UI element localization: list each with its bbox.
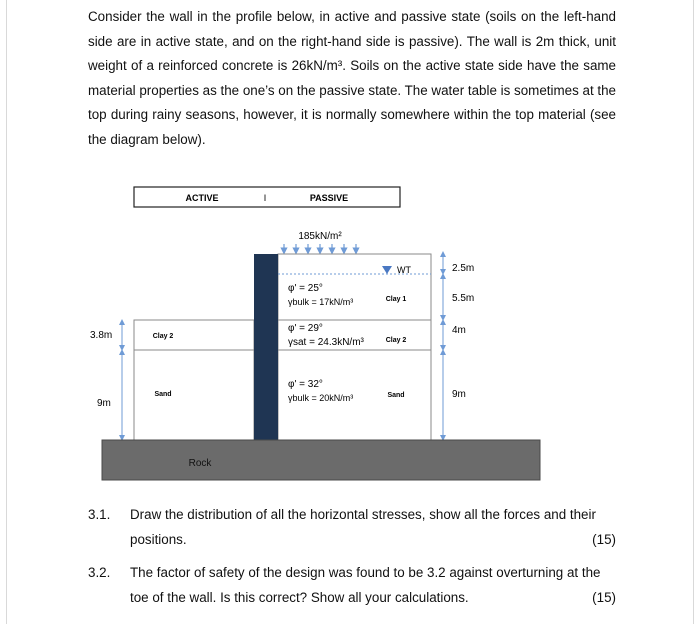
clay2-phi: φ' = 29° (288, 323, 323, 334)
state-header-box (134, 187, 400, 207)
dim-3-8m: 3.8m (90, 330, 113, 341)
dim-9m-right: 9m (452, 389, 466, 400)
sand-gamma: γbulk = 20kN/m³ (288, 393, 354, 403)
water-table-label: WT (397, 265, 411, 275)
question-marks: (15) (592, 589, 616, 605)
surcharge-arrows (284, 244, 356, 251)
retaining-wall (254, 254, 278, 440)
active-sand-label: Sand (154, 391, 172, 398)
sand-phi: φ' = 32° (288, 379, 323, 390)
problem-statement: Consider the wall in the profile below, in active and passive state (soils on the left-hand side are in active state, and on the right-hand side is passive). The wall is 2m thick, unit weight of a reinforced concrete is 26kN/m³. Soils on the active state side have the same material properties as the one’s on the passive state. The water table is sometimes at the top during rainy seasons, however, it is normally somewhere within the top material (see the diagram below). (88, 9, 616, 147)
active-label: ACTIVE (185, 193, 219, 203)
question-text: The factor of safety of the design was found to be 3.2 against overturning at the toe of the wall. Is this correct? Show all your calculations. (130, 565, 601, 605)
surcharge-label: 185kN/m² (298, 231, 342, 242)
clay1-phi: φ' = 25° (288, 283, 323, 294)
clay1-gamma: γbulk = 17kN/m³ (288, 297, 354, 307)
sand-label: Sand (387, 392, 405, 399)
passive-label: PASSIVE (309, 193, 349, 203)
question-number: 3.1. (88, 507, 111, 522)
dim-9m-left: 9m (97, 398, 111, 409)
active-clay2-label: Clay 2 (152, 333, 174, 340)
dim-2-5m: 2.5m (452, 263, 475, 274)
rock-base (102, 440, 540, 480)
clay2-gamma: γsat = 24.3kN/m³ (288, 337, 364, 348)
header-divider: I (263, 193, 267, 203)
question-number: 3.2. (88, 565, 111, 580)
clay2-label: Clay 2 (385, 337, 407, 344)
dim-4m: 4m (452, 325, 466, 336)
clay1-label: Clay 1 (385, 296, 407, 303)
question-marks: (15) (592, 531, 616, 547)
question-text: Draw the distribution of all the horizontal stresses, show all the forces and their positions. (130, 507, 596, 547)
rock-label: Rock (188, 458, 212, 469)
dim-5-5m: 5.5m (452, 293, 475, 304)
